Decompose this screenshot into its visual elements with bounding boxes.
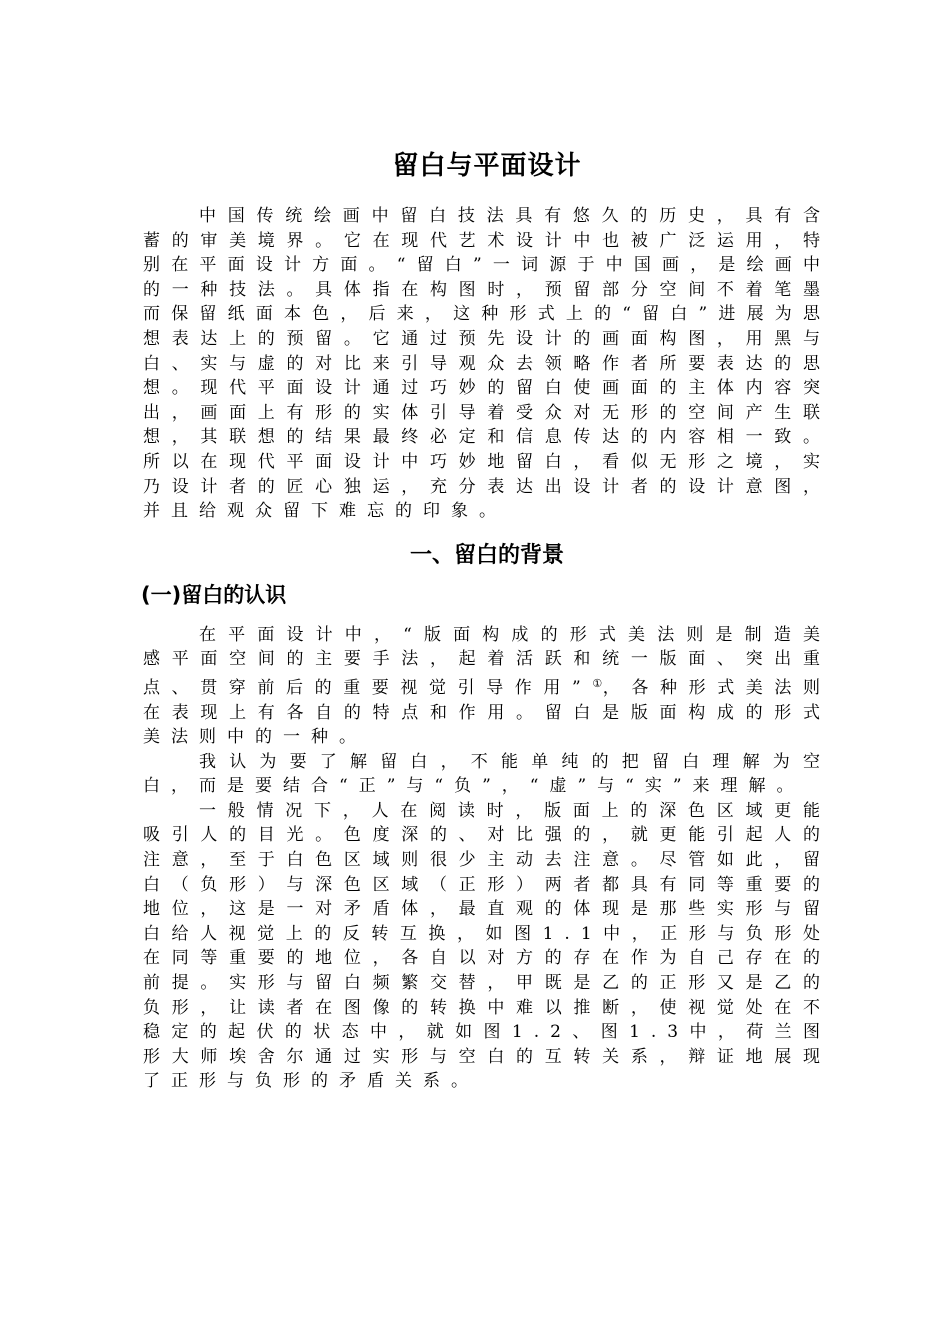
section-title-background: 一、留白的背景: [409, 542, 564, 568]
body-paragraph-3: 一般情况下，人在阅读时，版面上的深色区域更能吸引人的目光。色度深的、对比强的，就更能引起人的注意，至于白色区域则很少主动去注意。尽管如此，留白（负形）与深色区域（正形）两者都具有同等重要的地位，这是一对矛盾体，最直观的体现是那些实形与留白给人视觉上的反转互换，如图1.1中，正形与负形处在同等重要的地位，各自以对方的存在作为自己存在的前提。实形与留白频繁交替，甲既是乙的正形又是乙的负形，让读者在图像的转换中难以推断，使视觉处在不稳定的起伏的状态中，就如图1.2、图1.3中，荷兰图形大师埃舍尔通过实形与空白的互转关系，辩证地展现了正形与负形的矛盾关系。: [143, 800, 831, 1092]
body-paragraph-2: 我认为要了解留白，不能单纯的把留白理解为空白，而是要结合“正”与“负”，“虚”与“实”来理解。: [143, 751, 831, 797]
body-paragraph-1: [143, 623, 831, 750]
intro-paragraph: 中国传统绘画中留白技法具有悠久的历史，具有含蓄的审美境界。它在现代艺术设计中也被广泛运用，特别在平面设计方面。“留白”一词源于中国画，是绘画中的一种技法。具体指在构图时，预留部分空间不着笔墨而保留纸面本色，后来，这种形式上的“留白”进展为思想表达上的预留。它通过预先设计的画面构图，用黑与白、实与虚的对比来引导观众去领略作者所要表达的思想。现代平面设计通过巧妙的留白使画面的主体内容突出，画面上有形的实体引导着受众对无形的空间产生联想，其联想的结果最终必定和信息传达的内容相一致。所以在现代平面设计中巧妙地留白，看似无形之境，实乃设计者的匠心独运，充分表达出设计者的设计意图，并且给观众留下难忘的印象。: [143, 206, 831, 522]
subsection-title-understanding: (一)留白的认识: [141, 582, 287, 607]
body-paragraph-1-text-a: 在平面设计中，“版面构成的形式美法则是制造美感平面空间的主要手法，起着活跃和统一版面、突出重点、贯穿前后的重要视觉引导作用”: [143, 624, 831, 698]
body-paragraph-1-text-b: ，各种形式美法则在表现上有各自的特点和作用。留白是版面构成的形式美法则中的一种。: [143, 677, 832, 748]
document-page: [143, 150, 831, 1094]
footnote-reference[interactable]: ①: [591, 676, 603, 690]
document-title: 留白与平面设计: [392, 151, 582, 181]
